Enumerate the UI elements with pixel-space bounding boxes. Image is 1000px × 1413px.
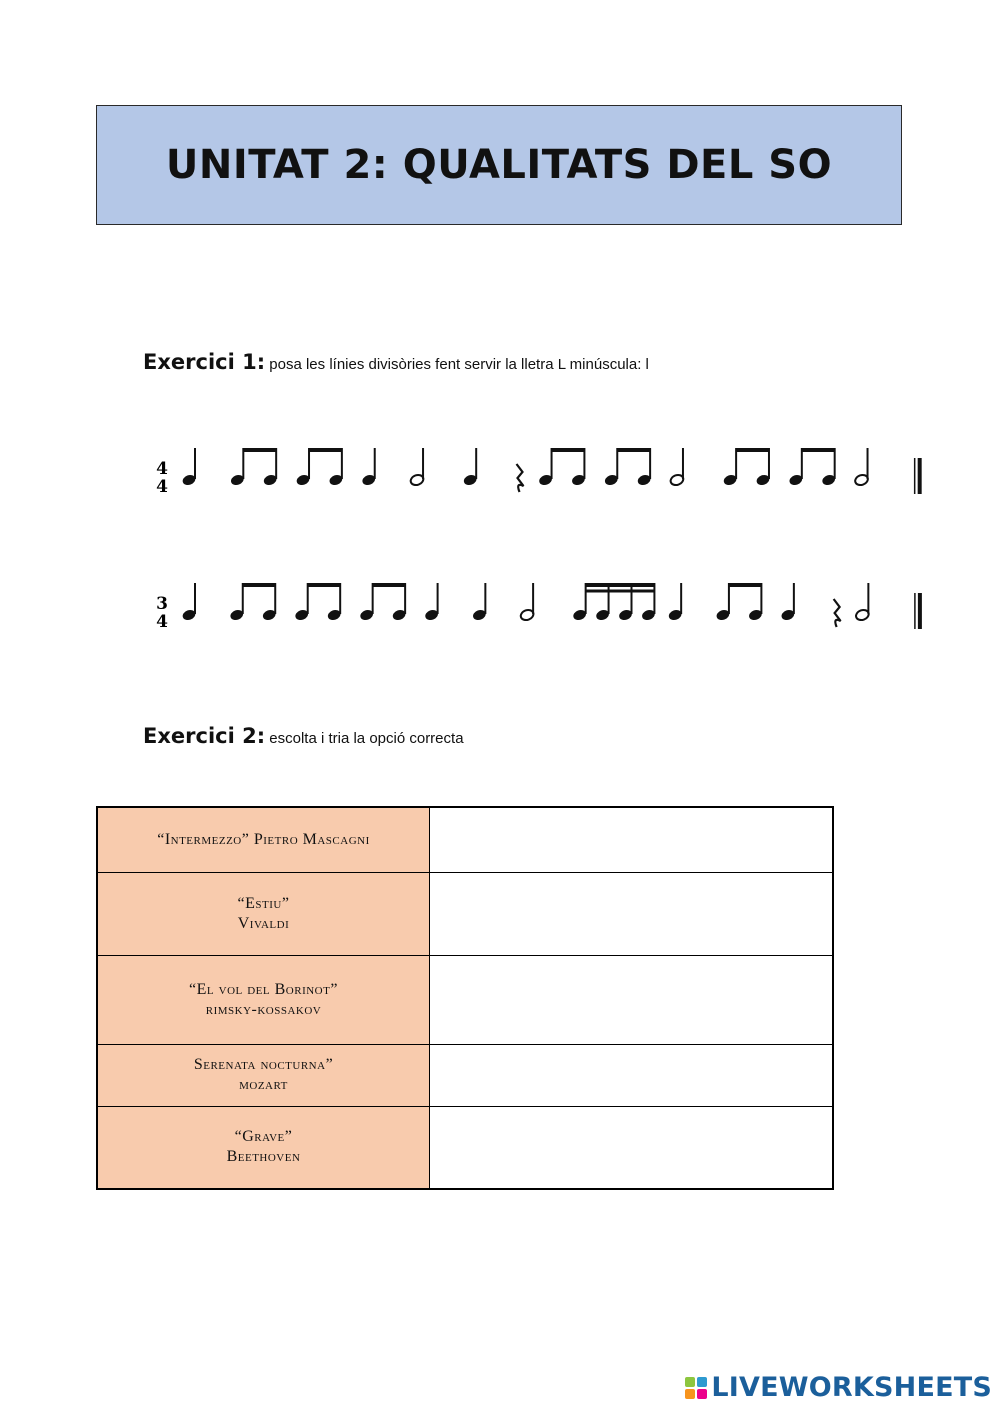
table-row [97, 1044, 833, 1106]
answer-cell[interactable] [430, 807, 834, 872]
exercise-2-label: Exercici 2: [143, 724, 266, 748]
note [715, 583, 763, 622]
note [722, 448, 770, 487]
note [409, 448, 424, 487]
note [295, 448, 343, 487]
piece-composer: Beethoven [226, 1148, 301, 1166]
brand-logo-icon [685, 1377, 707, 1399]
exercise-1-label: Exercici 1: [143, 350, 266, 374]
piece-cell [97, 1106, 430, 1189]
piece-cell [97, 1044, 430, 1106]
piece-title: “Estiu” [237, 894, 290, 912]
answer-cell[interactable] [430, 1044, 834, 1106]
note [229, 583, 277, 622]
table-row [97, 807, 833, 872]
table-row [97, 872, 833, 955]
rest [834, 599, 841, 627]
note [854, 448, 869, 487]
piece-cell [97, 807, 430, 872]
note [424, 583, 439, 622]
time-signature-top: 3 [156, 594, 168, 614]
note [667, 583, 682, 622]
note [604, 448, 652, 487]
piece-composer: Vivaldi [237, 914, 290, 932]
note [472, 583, 487, 622]
note [359, 583, 407, 622]
time-signature [156, 459, 168, 497]
answer-cell[interactable] [430, 872, 834, 955]
answer-cell[interactable] [430, 1106, 834, 1189]
note [462, 448, 477, 487]
note [230, 448, 278, 487]
exercise-1-instruction [143, 350, 649, 374]
piece-title: “Intermezzo” Pietro Mascagni [157, 830, 370, 848]
note [669, 448, 684, 487]
piece-title: “El vol del Borinot” [189, 980, 338, 998]
note [519, 583, 534, 622]
time-signature-top: 4 [156, 459, 168, 479]
answer-cell[interactable] [430, 955, 834, 1044]
piece-cell [97, 955, 430, 1044]
piece-title: “Grave” [234, 1128, 293, 1146]
brand [685, 1372, 992, 1403]
note [855, 583, 870, 622]
note [361, 448, 376, 487]
rest [517, 464, 524, 492]
note [780, 583, 795, 622]
table-row [97, 1106, 833, 1189]
brand-name: LIVEWORKSHEETS [711, 1372, 992, 1403]
note [181, 448, 196, 487]
time-signature [156, 594, 168, 632]
final-barline [915, 593, 920, 629]
title-banner [96, 105, 902, 225]
exercise-1-text: posa les línies divisòries fent servir la lletra L minúscula: l [265, 356, 649, 373]
rhythm-line-2 [150, 575, 940, 655]
note [181, 583, 196, 622]
piece-title: Serenata nocturna” [193, 1056, 334, 1073]
note [538, 448, 586, 487]
piece-composer: mozart [239, 1076, 288, 1093]
rhythm-line-1 [150, 440, 940, 520]
note [572, 583, 656, 622]
time-signature-bottom: 4 [156, 612, 168, 632]
page-title: UNITAT 2: QUALITATS DEL SO [165, 142, 833, 188]
final-barline [915, 458, 920, 494]
note [294, 583, 342, 622]
listening-table [96, 806, 834, 1190]
table-row [97, 955, 833, 1044]
exercise-2-text: escolta i tria la opció correcta [265, 730, 464, 747]
exercise-2-instruction [143, 724, 464, 748]
piece-composer: rimsky-kossakov [205, 1000, 322, 1018]
piece-cell [97, 872, 430, 955]
time-signature-bottom: 4 [156, 477, 168, 497]
note [788, 448, 836, 487]
